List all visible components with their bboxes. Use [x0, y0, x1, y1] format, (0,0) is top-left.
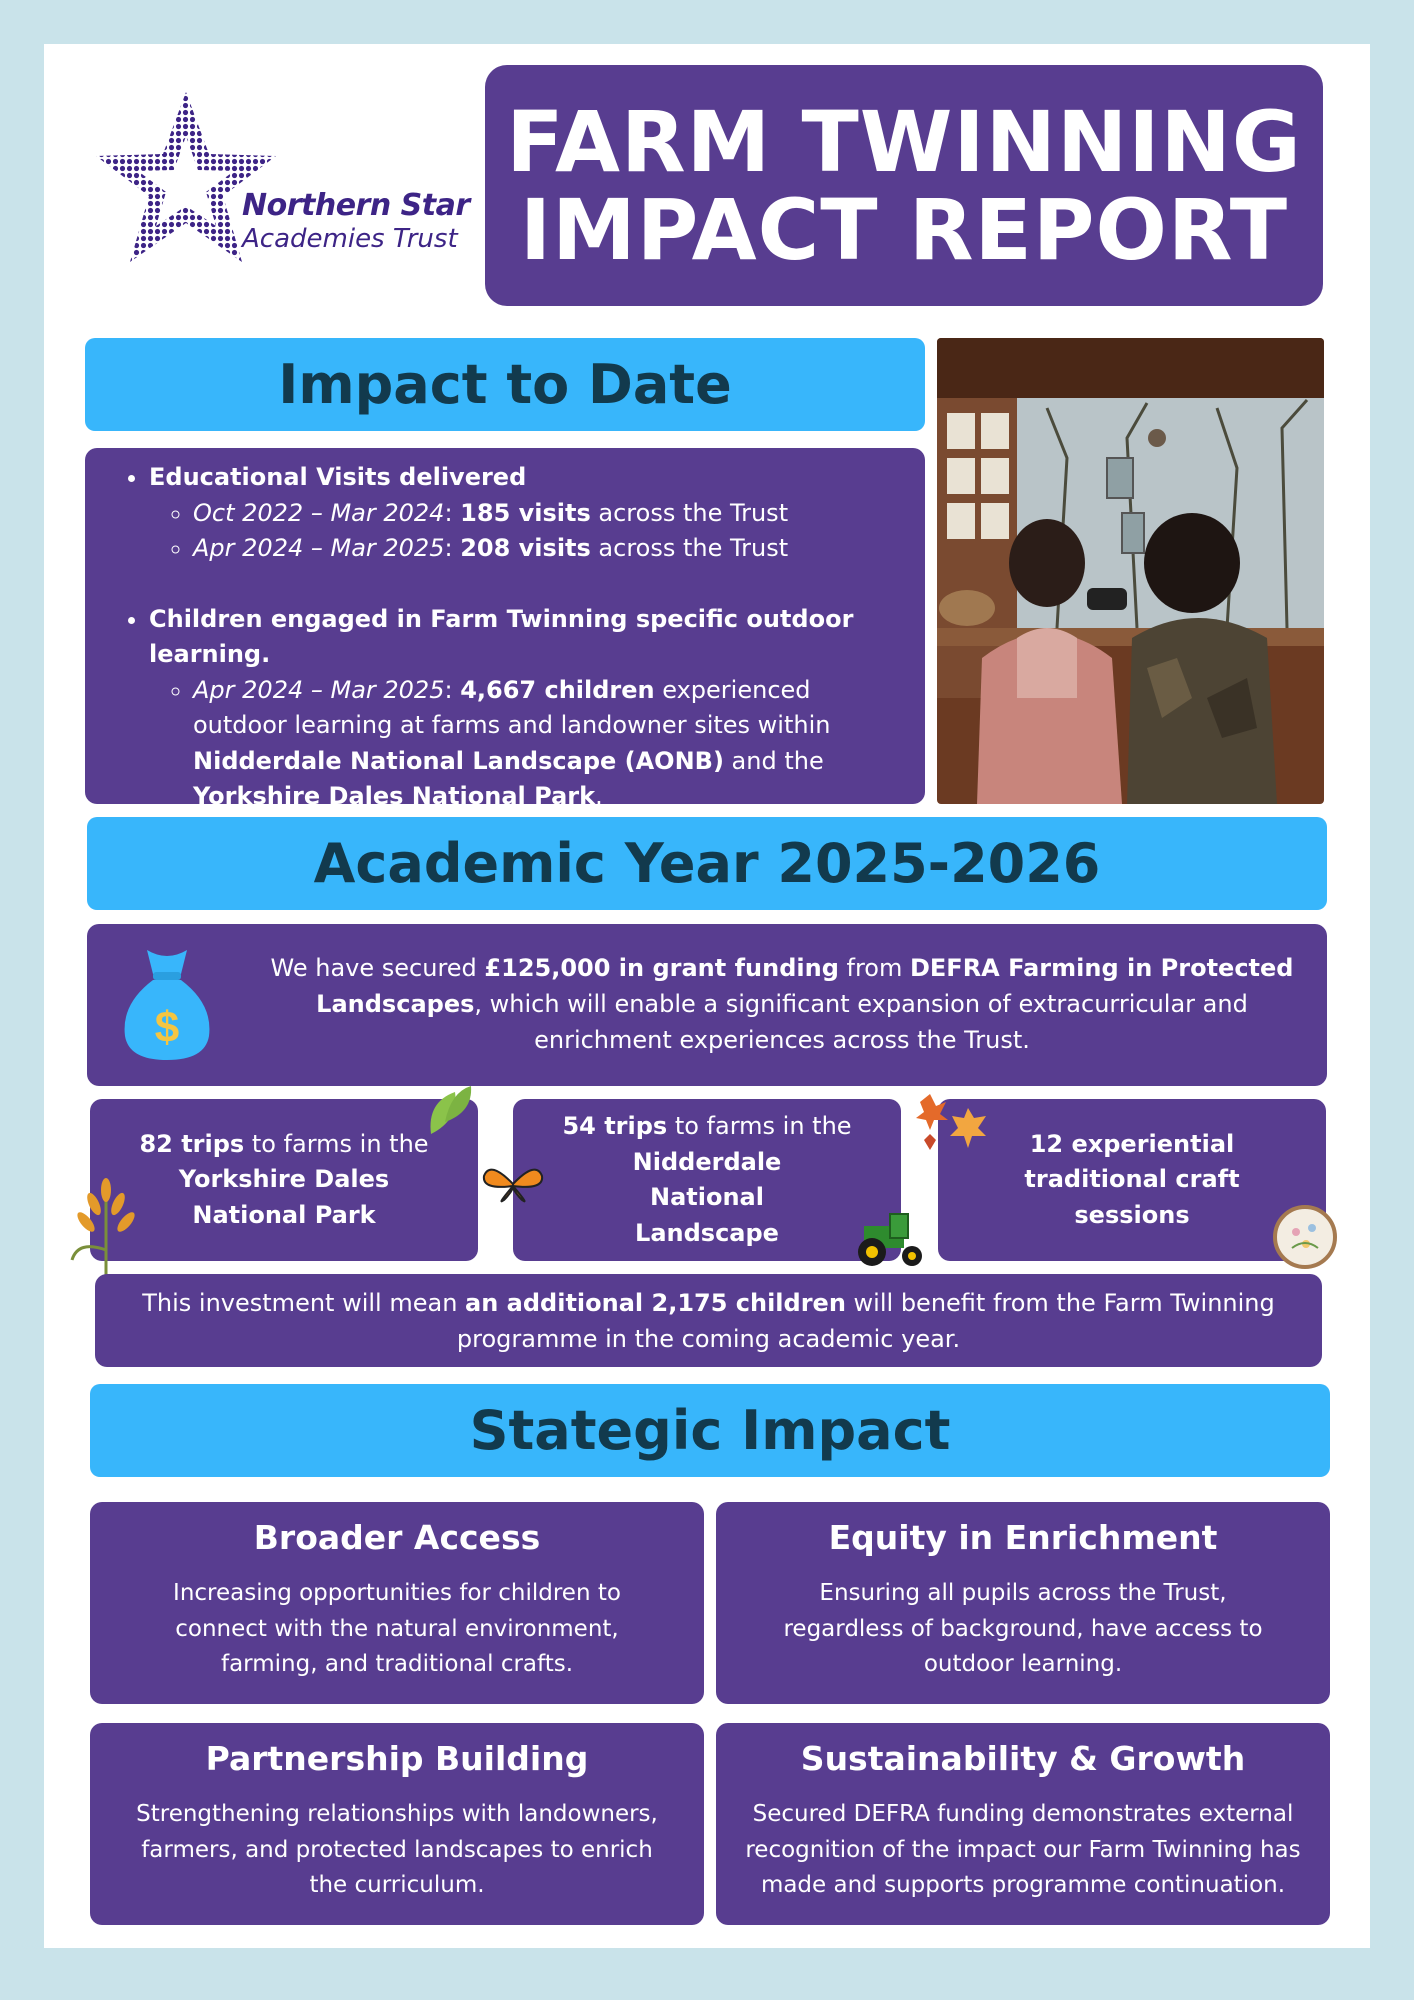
card-equity-in-enrichment — [716, 1502, 1330, 1704]
autumn-leaves-icon — [916, 1090, 992, 1156]
card-text: Secured DEFRA funding demonstrates external recognition of the impact our Farm Twinning has made and supports programme continuation. — [745, 1801, 1301, 1898]
investment-children: an additional 2,175 children — [465, 1288, 846, 1317]
children-text-3: . — [595, 782, 603, 810]
title-line-2: IMPACT REPORT — [519, 180, 1289, 279]
logo-name: Northern Star — [242, 188, 470, 223]
card-title: Broader Access — [253, 1518, 541, 1557]
grant-pre: We have secured — [270, 954, 485, 982]
trips-1-count: 82 trips — [139, 1129, 245, 1158]
investment-summary — [95, 1274, 1322, 1367]
grant-post: , which will enable a significant expansion of extracurricular and enrichment experiences across the Trust. — [474, 990, 1248, 1054]
logo-subtitle: Academies Trust — [242, 224, 458, 254]
investment-post: will benefit from the Farm Twinning programme in the coming academic year. — [456, 1288, 1275, 1353]
visits-suffix-1: across the Trust — [590, 498, 789, 527]
children-item — [149, 602, 905, 815]
trips-1-place: Yorkshire Dales National Park — [178, 1165, 390, 1229]
embroidery-hoop-icon — [1272, 1204, 1338, 1270]
visits-label: Educational Visits delivered — [149, 463, 527, 491]
wheat-icon — [68, 1170, 144, 1278]
trips-2-count: 54 trips — [562, 1112, 668, 1140]
card-broader-access — [90, 1502, 704, 1704]
children-text-1: experienced outdoor learning at farms and landowner sites within — [193, 675, 831, 739]
children-row: ◦ Apr 2024 – Mar 2025: 4,667 children experienced outdoor learning at farms and landowner sites within Nidderdale National Landscape (AONB) and the Yorkshire Dales National Park. — [193, 673, 905, 815]
craft-sessions — [938, 1099, 1326, 1261]
trips-1-text: to farms in the — [244, 1129, 429, 1158]
card-text: Ensuring all pupils across the Trust, regardless of background, have access to outdoor learning. — [783, 1580, 1263, 1677]
visits-row-2: ◦ Apr 2024 – Mar 2025: 208 visits across the Trust — [193, 531, 905, 567]
children-text-2: and the — [723, 746, 824, 775]
visits-count-2: 208 visits — [460, 534, 591, 562]
academic-year-heading: Academic Year 2025-2026 — [87, 817, 1327, 910]
impact-summary — [85, 448, 925, 810]
title-line-1: FARM TWINNING — [506, 92, 1302, 191]
children-period: Apr 2024 – Mar 2025 — [193, 675, 445, 704]
trips-2-text: to farms in the — [667, 1112, 852, 1140]
grant-funding-box — [87, 924, 1327, 1086]
strategic-impact-heading: Stategic Impact — [90, 1384, 1330, 1477]
card-title: Equity in Enrichment — [828, 1518, 1218, 1557]
grant-funder: DEFRA Farming in Protected Landscapes — [316, 954, 1294, 1018]
grant-amount: £125,000 in grant funding — [484, 954, 839, 982]
report-title — [485, 65, 1323, 306]
visits-item — [149, 460, 905, 567]
visits-count-1: 185 visits — [460, 498, 591, 527]
impact-heading: Impact to Date — [85, 338, 925, 431]
butterfly-icon — [480, 1160, 546, 1208]
children-birdwatching-photo — [937, 338, 1324, 804]
visits-suffix-2: across the Trust — [590, 534, 789, 562]
trips-nidderdale — [513, 1099, 901, 1261]
craft-sessions-text: 12 experiential traditional craft sessions — [1024, 1129, 1240, 1229]
children-count: 4,667 children — [460, 675, 655, 704]
money-bag-icon — [119, 944, 215, 1062]
card-sustainability-growth — [716, 1723, 1330, 1925]
card-text: Increasing opportunities for children to connect with the natural environment, farming, and traditional crafts. — [173, 1580, 621, 1677]
card-title: Sustainability & Growth — [800, 1739, 1246, 1778]
children-place-2: Yorkshire Dales National Park — [193, 782, 596, 810]
trips-2-place: Nidderdale National Landscape — [632, 1147, 782, 1247]
visits-row-1: ◦ Oct 2022 – Mar 2024: 185 visits across the Trust — [193, 496, 905, 532]
svg-text:$: $ — [154, 1003, 180, 1052]
logo — [84, 88, 470, 278]
children-label: Children engaged in Farm Twinning specific outdoor learning. — [149, 604, 854, 668]
visits-period-1: Oct 2022 – Mar 2024 — [193, 498, 445, 527]
card-partnership-building — [90, 1723, 704, 1925]
trips-yorkshire-dales — [90, 1099, 478, 1261]
children-place-1: Nidderdale National Landscape (AONB) — [193, 746, 724, 775]
card-title: Partnership Building — [205, 1739, 589, 1778]
visits-period-2: Apr 2024 – Mar 2025 — [193, 534, 445, 562]
grant-mid: from — [838, 954, 910, 982]
investment-pre: This investment will mean — [142, 1288, 466, 1317]
card-text: Strengthening relationships with landowners, farmers, and protected landscapes to enrich the curriculum. — [136, 1801, 658, 1898]
tractor-icon — [850, 1212, 930, 1268]
leaf-icon — [425, 1082, 475, 1140]
grant-text — [247, 950, 1317, 1058]
